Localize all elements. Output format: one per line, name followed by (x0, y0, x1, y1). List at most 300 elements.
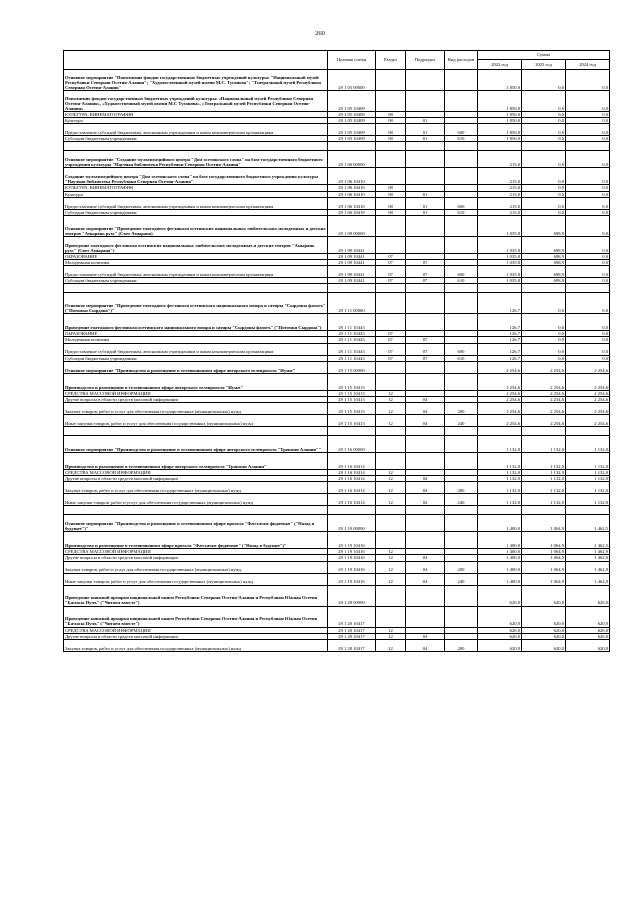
row-expense-type: 200 (445, 561, 478, 573)
row-sum-2022: 2 254,6 (478, 396, 522, 402)
table-row (64, 452, 610, 469)
table-row (64, 532, 610, 549)
row-sum-2023: 698,9 (522, 278, 566, 284)
table-row (64, 343, 610, 355)
row-target-article: 29 1 06 10410 (328, 168, 376, 185)
row-sum-2023: 0,0 (522, 197, 566, 209)
row-expense-type: 240 (445, 494, 478, 506)
row-sum-2022: 1 035,8 (478, 266, 522, 278)
row-section (376, 426, 406, 435)
row-section (376, 91, 406, 112)
row-section: 08 (376, 136, 406, 142)
row-subsection (406, 70, 445, 91)
row-sum-2024: 0,0 (566, 124, 610, 136)
row-subsection (406, 426, 445, 435)
row-name: Закупка товаров, работ и услуг для обеспечения государственных (муниципальных) нужд (64, 482, 328, 494)
row-sum-2022: 620,0 (478, 606, 522, 627)
row-expense-type: 200 (445, 482, 478, 494)
row-section: 08 (376, 118, 406, 124)
row-sum-2024: 0,0 (566, 355, 610, 361)
row-sum-2024: 1 132,0 (566, 452, 610, 469)
row-sum-2024: 0,0 (566, 118, 610, 124)
row-target-article: 29 1 09 00000 (328, 215, 376, 236)
row-expense-type: 610 (445, 355, 478, 361)
row-expense-type (445, 426, 478, 435)
row-target-article: 29 1 15 10413 (328, 396, 376, 402)
row-target-article: 29 1 11 10443 (328, 337, 376, 343)
row-sum-2023: 620,0 (522, 633, 566, 639)
row-section (376, 142, 406, 151)
row-sum-2023: 1 064,9 (522, 532, 566, 549)
row-sum-2022 (478, 142, 522, 151)
row-expense-type (445, 236, 478, 253)
row-name: Субсидии бюджетным учреждениям (64, 355, 328, 361)
row-target-article: 29 1 09 10441 (328, 278, 376, 284)
table-row (64, 284, 610, 293)
row-section: 12 (376, 633, 406, 639)
row-sum-2023: 2 254,6 (522, 361, 566, 373)
row-sum-2023: 698,9 (522, 253, 566, 259)
row-subsection (406, 585, 445, 606)
row-section (376, 532, 406, 549)
row-sum-2022: 1 850,0 (478, 118, 522, 124)
row-sum-2024: 0,0 (566, 197, 610, 209)
row-name: Другие вопросы в области средств массовой информации (64, 396, 328, 402)
row-sum-2024: 0,0 (566, 314, 610, 331)
row-sum-2024: 2 254,6 (566, 396, 610, 402)
table-row (64, 168, 610, 185)
row-subsection: 04 (406, 633, 445, 639)
row-target-article: 29 1 19 10416 (328, 573, 376, 585)
row-sum-2024: 0,0 (566, 136, 610, 142)
row-sum-2024: 1 132,0 (566, 435, 610, 452)
row-sum-2024: 0,0 (566, 236, 610, 253)
row-target-article: 29 1 05 10409 (328, 91, 376, 112)
row-sum-2023: 0,0 (522, 151, 566, 168)
row-sum-2023 (522, 142, 566, 151)
row-name: Молодежная политика (64, 259, 328, 265)
row-subsection (406, 284, 445, 293)
row-section: 07 (376, 259, 406, 265)
row-sum-2022: 1 035,8 (478, 215, 522, 236)
row-sum-2022: 1 132,0 (478, 494, 522, 506)
row-name: Создание мультимедийного центра "Дом осетинского слова" на базе государственного бюджетного учреждения культуры "Научная библиотека Республики Северная Осетия-Алания" (64, 168, 328, 185)
row-expense-type (445, 142, 478, 151)
row-name: Предоставление субсидий бюджетным, автономным учреждениям и иным некоммерческим организациям (64, 197, 328, 209)
header-section: Раздел (376, 51, 406, 70)
row-subsection: 04 (406, 639, 445, 651)
header-subsection: Подраздел (406, 51, 445, 70)
row-sum-2022: 1 400,0 (478, 549, 522, 555)
table-row (64, 435, 610, 452)
row-expense-type: 600 (445, 343, 478, 355)
row-target-article: 29 1 19 10416 (328, 561, 376, 573)
row-sum-2023: 1 064,9 (522, 549, 566, 555)
header-year-2024: 2024 год (566, 60, 610, 70)
row-sum-2023: 620,0 (522, 585, 566, 606)
row-subsection (406, 91, 445, 112)
row-section: 07 (376, 278, 406, 284)
row-sum-2024: 0,0 (566, 253, 610, 259)
row-target-article: 29 1 06 10410 (328, 191, 376, 197)
row-target-article: 29 1 11 10443 (328, 343, 376, 355)
row-section: 08 (376, 124, 406, 136)
row-name (64, 142, 328, 151)
row-name: Производство и размещение в телевизионном эфире проекта "Фæстæмæ фидæнмæ" ("Назад в будущее")" (64, 532, 328, 549)
row-subsection (406, 168, 445, 185)
row-name: КУЛЬТУРА, КИНЕМАТОГРАФИЯ (64, 185, 328, 191)
row-expense-type: 610 (445, 209, 478, 215)
row-sum-2023 (522, 506, 566, 515)
row-sum-2024: 1 462,9 (566, 561, 610, 573)
row-section (376, 284, 406, 293)
row-name: Проведение книжной ярмарки национальной книги Республики Северная Осетия-Алания и Республики Южная Осетия "Бæласы Пучъ" ("Читаем вместе") (64, 606, 328, 627)
row-sum-2024: 0,0 (566, 331, 610, 337)
row-sum-2022: 2 254,6 (478, 373, 522, 390)
row-sum-2024: 1 132,0 (566, 482, 610, 494)
row-sum-2022: 215,0 (478, 168, 522, 185)
row-sum-2023: 0,0 (522, 168, 566, 185)
row-name: Субсидии бюджетным учреждениям (64, 209, 328, 215)
row-name: Проведение ежегодного фестиваля осетинских национальных любительских молодежных и детских театров "Амырань рухс" (Свет Амырана") (64, 236, 328, 253)
table-row (64, 236, 610, 253)
row-sum-2022: 126,7 (478, 331, 522, 337)
row-section (376, 70, 406, 91)
row-sum-2022: 1 132,0 (478, 469, 522, 475)
row-section: 07 (376, 253, 406, 259)
row-section (376, 314, 406, 331)
row-sum-2022: 215,0 (478, 151, 522, 168)
row-name: Иные закупки товаров, работ и услуг для обеспечения государственных (муниципальных) нужд (64, 494, 328, 506)
row-section: 08 (376, 191, 406, 197)
row-target-article: 29 1 15 10413 (328, 373, 376, 390)
row-sum-2024: 0,0 (566, 168, 610, 185)
row-expense-type (445, 606, 478, 627)
row-name: КУЛЬТУРА, КИНЕМАТОГРАФИЯ (64, 112, 328, 118)
row-target-article: 29 1 16 10414 (328, 476, 376, 482)
row-subsection: 01 (406, 191, 445, 197)
row-subsection (406, 314, 445, 331)
row-subsection (406, 435, 445, 452)
row-sum-2023: 620,0 (522, 606, 566, 627)
row-sum-2024: 0,0 (566, 215, 610, 236)
row-expense-type (445, 435, 478, 452)
row-sum-2023: 2 254,6 (522, 402, 566, 414)
row-sum-2024: 0,0 (566, 278, 610, 284)
table-row (64, 373, 610, 390)
row-sum-2022: 126,7 (478, 355, 522, 361)
table-row (64, 402, 610, 414)
row-name: Субсидии бюджетным учреждениям (64, 278, 328, 284)
row-target-article: 29 1 06 10410 (328, 185, 376, 191)
row-subsection (406, 606, 445, 627)
row-section (376, 168, 406, 185)
row-sum-2023: 0,0 (522, 209, 566, 215)
row-section: 07 (376, 266, 406, 278)
row-name: СРЕДСТВА МАССОВОЙ ИНФОРМАЦИИ (64, 549, 328, 555)
row-sum-2023 (522, 284, 566, 293)
table-row (64, 482, 610, 494)
row-sum-2023: 620,0 (522, 639, 566, 651)
row-sum-2024: 0,0 (566, 293, 610, 314)
row-sum-2022: 126,7 (478, 343, 522, 355)
row-sum-2023: 2 254,6 (522, 390, 566, 396)
row-section: 12 (376, 549, 406, 555)
row-name: Иные закупки товаров, работ и услуг для обеспечения государственных (муниципальных) нужд (64, 414, 328, 426)
row-subsection: 01 (406, 118, 445, 124)
row-sum-2023: 0,0 (522, 331, 566, 337)
row-expense-type (445, 452, 478, 469)
row-target-article: 29 1 09 10441 (328, 253, 376, 259)
row-name: Основное мероприятие "Пополнение фондов государственных бюджетных учреждений культуры: "Национальный музей Республики Северная Осетия-Алания"; "Художественный музей имени М.С. Туганова"; "Театральный музей Республики Северная Осетия-Алания" (64, 70, 328, 91)
row-sum-2024: 0,0 (566, 70, 610, 91)
row-sum-2022: 1 400,0 (478, 555, 522, 561)
row-name: Пополнение фондов государственных бюджетных учреждений культуры: «Национальный музей Республики Северная Осетия-Алания», «Художественный музей имени М.С Туганова», «Театральный музей Республики Северная Осетия-Алания» (64, 91, 328, 112)
row-sum-2023: 698,9 (522, 215, 566, 236)
header-year-2023: 2023 год (522, 60, 566, 70)
row-sum-2024: 0,0 (566, 209, 610, 215)
row-sum-2022: 215,0 (478, 191, 522, 197)
row-sum-2024: 0,0 (566, 191, 610, 197)
row-sum-2023: 0,0 (522, 112, 566, 118)
row-sum-2022 (478, 426, 522, 435)
row-section: 07 (376, 331, 406, 337)
row-target-article: 29 1 09 10441 (328, 266, 376, 278)
header-year-2022: 2022 год (478, 60, 522, 70)
row-sum-2023: 0,0 (522, 343, 566, 355)
row-subsection (406, 452, 445, 469)
row-target-article: 29 1 11 10443 (328, 355, 376, 361)
row-target-article: 29 1 05 00000 (328, 70, 376, 91)
table-row (64, 585, 610, 606)
row-expense-type (445, 506, 478, 515)
row-sum-2024: 1 132,0 (566, 469, 610, 475)
row-section (376, 606, 406, 627)
row-sum-2022: 2 254,6 (478, 414, 522, 426)
row-sum-2024: 2 254,6 (566, 390, 610, 396)
row-name: СРЕДСТВА МАССОВОЙ ИНФОРМАЦИИ (64, 390, 328, 396)
row-expense-type: 600 (445, 266, 478, 278)
row-target-article: 29 1 11 10443 (328, 331, 376, 337)
row-section (376, 435, 406, 452)
row-target-article: 29 1 09 10441 (328, 236, 376, 253)
row-target-article: 29 1 20 10417 (328, 639, 376, 651)
row-section: 12 (376, 414, 406, 426)
row-sum-2024: 0,0 (566, 91, 610, 112)
row-target-article: 29 1 05 10409 (328, 112, 376, 118)
row-section: 12 (376, 494, 406, 506)
row-expense-type (445, 168, 478, 185)
row-sum-2023: 0,0 (522, 337, 566, 343)
row-subsection (406, 515, 445, 532)
row-target-article: 29 1 15 10413 (328, 414, 376, 426)
row-section: 07 (376, 337, 406, 343)
row-section (376, 361, 406, 373)
row-sum-2024: 0,0 (566, 185, 610, 191)
row-expense-type: 610 (445, 278, 478, 284)
row-target-article: 29 1 11 00000 (328, 293, 376, 314)
row-sum-2022: 215,0 (478, 197, 522, 209)
table-row (64, 361, 610, 373)
row-name: Закупка товаров, работ и услуг для обеспечения государственных (муниципальных) нужд (64, 639, 328, 651)
row-subsection: 07 (406, 337, 445, 343)
row-name: Основное мероприятие "Производство и размещение в телевизионном эфире проекта "Фæстæмæ фидæнмæ" ("Назад в будущее")" (64, 515, 328, 532)
row-target-article: 29 1 19 10416 (328, 532, 376, 549)
row-name: Основное мероприятие "Проведение ежегодного фестиваля осетинских национальных любительских молодежных и детских театров "Амырань рухс" (Свет Амырана) (64, 215, 328, 236)
row-sum-2024: 2 254,6 (566, 373, 610, 390)
row-name: Иные закупки товаров, работ и услуг для обеспечения государственных (муниципальных) нужд (64, 573, 328, 585)
row-subsection (406, 215, 445, 236)
row-name: ОБРАЗОВАНИЕ (64, 331, 328, 337)
row-sum-2023: 2 254,6 (522, 414, 566, 426)
row-expense-type: 240 (445, 414, 478, 426)
row-subsection: 04 (406, 561, 445, 573)
row-expense-type (445, 361, 478, 373)
row-name: Другие вопросы в области средств массовой информации (64, 476, 328, 482)
row-target-article: 29 1 16 10414 (328, 482, 376, 494)
row-sum-2023: 0,0 (522, 118, 566, 124)
row-sum-2022: 1 132,0 (478, 482, 522, 494)
row-sum-2023: 0,0 (522, 91, 566, 112)
row-section: 12 (376, 469, 406, 475)
row-sum-2023: 1 064,9 (522, 555, 566, 561)
row-section (376, 293, 406, 314)
row-sum-2022: 126,7 (478, 314, 522, 331)
table-row (64, 293, 610, 314)
row-expense-type (445, 70, 478, 91)
row-sum-2023: 698,9 (522, 259, 566, 265)
row-sum-2022: 1 035,8 (478, 259, 522, 265)
row-sum-2023: 0,0 (522, 191, 566, 197)
row-target-article: 29 1 20 00000 (328, 585, 376, 606)
row-target-article: 29 1 15 10413 (328, 390, 376, 396)
row-sum-2023: 2 254,6 (522, 396, 566, 402)
row-sum-2022: 2 254,6 (478, 390, 522, 396)
row-target-article: 29 1 05 10409 (328, 118, 376, 124)
row-subsection: 04 (406, 494, 445, 506)
row-name: Культура (64, 191, 328, 197)
row-target-article: 29 1 16 10414 (328, 452, 376, 469)
header-name (64, 51, 328, 70)
row-sum-2022: 1 035,8 (478, 253, 522, 259)
row-target-article (328, 506, 376, 515)
table-body (64, 70, 610, 652)
row-sum-2024: 0,0 (566, 259, 610, 265)
row-name: Основное мероприятие "Создание мультимедийного центра "Дом осетинского слова" на базе государственного бюджетного учреждения культуры "Научная библиотека Республики Северная Осетия-Алания" (64, 151, 328, 168)
row-section (376, 585, 406, 606)
row-sum-2023: 0,0 (522, 293, 566, 314)
row-subsection: 07 (406, 343, 445, 355)
row-expense-type (445, 515, 478, 532)
row-subsection: 04 (406, 573, 445, 585)
row-sum-2023: 0,0 (522, 355, 566, 361)
row-sum-2022: 1 035,8 (478, 278, 522, 284)
table-row (64, 414, 610, 426)
row-subsection (406, 373, 445, 390)
row-name: Предоставление субсидий бюджетным, автономным учреждениям и иным некоммерческим организациям (64, 343, 328, 355)
table-row (64, 426, 610, 435)
row-target-article: 29 1 11 10443 (328, 314, 376, 331)
row-name: СРЕДСТВА МАССОВОЙ ИНФОРМАЦИИ (64, 469, 328, 475)
row-sum-2023: 1 064,9 (522, 515, 566, 532)
row-section (376, 151, 406, 168)
row-name: СРЕДСТВА МАССОВОЙ ИНФОРМАЦИИ (64, 627, 328, 633)
row-subsection: 07 (406, 266, 445, 278)
row-expense-type (445, 532, 478, 549)
row-sum-2022: 1 132,0 (478, 435, 522, 452)
row-name (64, 506, 328, 515)
row-sum-2022: 1 132,0 (478, 452, 522, 469)
table-row (64, 573, 610, 585)
row-sum-2023: 620,0 (522, 627, 566, 633)
row-sum-2022: 1 400,0 (478, 573, 522, 585)
row-sum-2023: 2 254,6 (522, 373, 566, 390)
row-name: Закупка товаров, работ и услуг для обеспечения государственных (муниципальных) нужд (64, 561, 328, 573)
row-subsection: 07 (406, 355, 445, 361)
row-sum-2024: 0,0 (566, 151, 610, 168)
row-target-article: 29 1 16 00000 (328, 435, 376, 452)
row-name: Основное мероприятие "Производство и размещение в телевизионном эфире авторского телепроекта "Тропами Алании"" (64, 435, 328, 452)
budget-table (63, 50, 610, 652)
table-row (64, 561, 610, 573)
table-row (64, 494, 610, 506)
header-expense-type: Вид расходов (445, 51, 478, 70)
row-expense-type (445, 293, 478, 314)
row-sum-2023: 1 132,0 (522, 452, 566, 469)
row-section: 12 (376, 482, 406, 494)
row-name: Проведение книжной ярмарки национальной книги Республики Северная Осетия-Алания и Республики Южная Осетия "Бæласы Пучъ" ("Читаем вместе") (64, 585, 328, 606)
row-section: 07 (376, 343, 406, 355)
row-name: Предоставление субсидий бюджетным, автономным учреждениям и иным некоммерческим организациям (64, 266, 328, 278)
row-name: Основное мероприятие "Проведение ежегодного фестиваля осетинского национального юмора и сатиры "Сырдоны фазотъ" ("Потомки Сырдона")" (64, 293, 328, 314)
row-target-article: 29 1 09 10441 (328, 259, 376, 265)
row-expense-type (445, 215, 478, 236)
row-sum-2024: 1 462,9 (566, 549, 610, 555)
row-sum-2023: 1 132,0 (522, 469, 566, 475)
table-row (64, 151, 610, 168)
row-sum-2023: 1 132,0 (522, 494, 566, 506)
row-section: 12 (376, 627, 406, 633)
row-subsection: 04 (406, 476, 445, 482)
row-expense-type: 200 (445, 639, 478, 651)
row-target-article: 29 1 20 10417 (328, 627, 376, 633)
row-sum-2022: 2 254,6 (478, 361, 522, 373)
row-section: 12 (376, 555, 406, 561)
row-sum-2024: 0,0 (566, 112, 610, 118)
row-subsection: 07 (406, 278, 445, 284)
row-target-article: 29 1 05 10409 (328, 136, 376, 142)
row-sum-2024: 620,0 (566, 627, 610, 633)
row-sum-2022: 1 850,0 (478, 124, 522, 136)
row-target-article: 29 1 06 00000 (328, 151, 376, 168)
row-sum-2024: 0,0 (566, 337, 610, 343)
row-name: Субсидии бюджетным учреждениям (64, 136, 328, 142)
row-target-article: 29 1 15 10413 (328, 402, 376, 414)
row-expense-type: 600 (445, 124, 478, 136)
row-sum-2022: 1 400,0 (478, 515, 522, 532)
row-target-article: 29 1 15 00000 (328, 361, 376, 373)
row-sum-2024: 620,0 (566, 606, 610, 627)
row-section (376, 215, 406, 236)
row-sum-2022: 126,7 (478, 293, 522, 314)
row-sum-2022: 620,0 (478, 627, 522, 633)
table-row (64, 215, 610, 236)
row-name (64, 426, 328, 435)
row-name: Проведение ежегодного фестиваля осетинского национального юмора и сатиры "Сырдоны фазотъ" ("Потомки Сырдона") (64, 314, 328, 331)
row-target-article: 29 1 19 00000 (328, 515, 376, 532)
row-sum-2022 (478, 506, 522, 515)
row-target-article: 29 1 16 10414 (328, 494, 376, 506)
